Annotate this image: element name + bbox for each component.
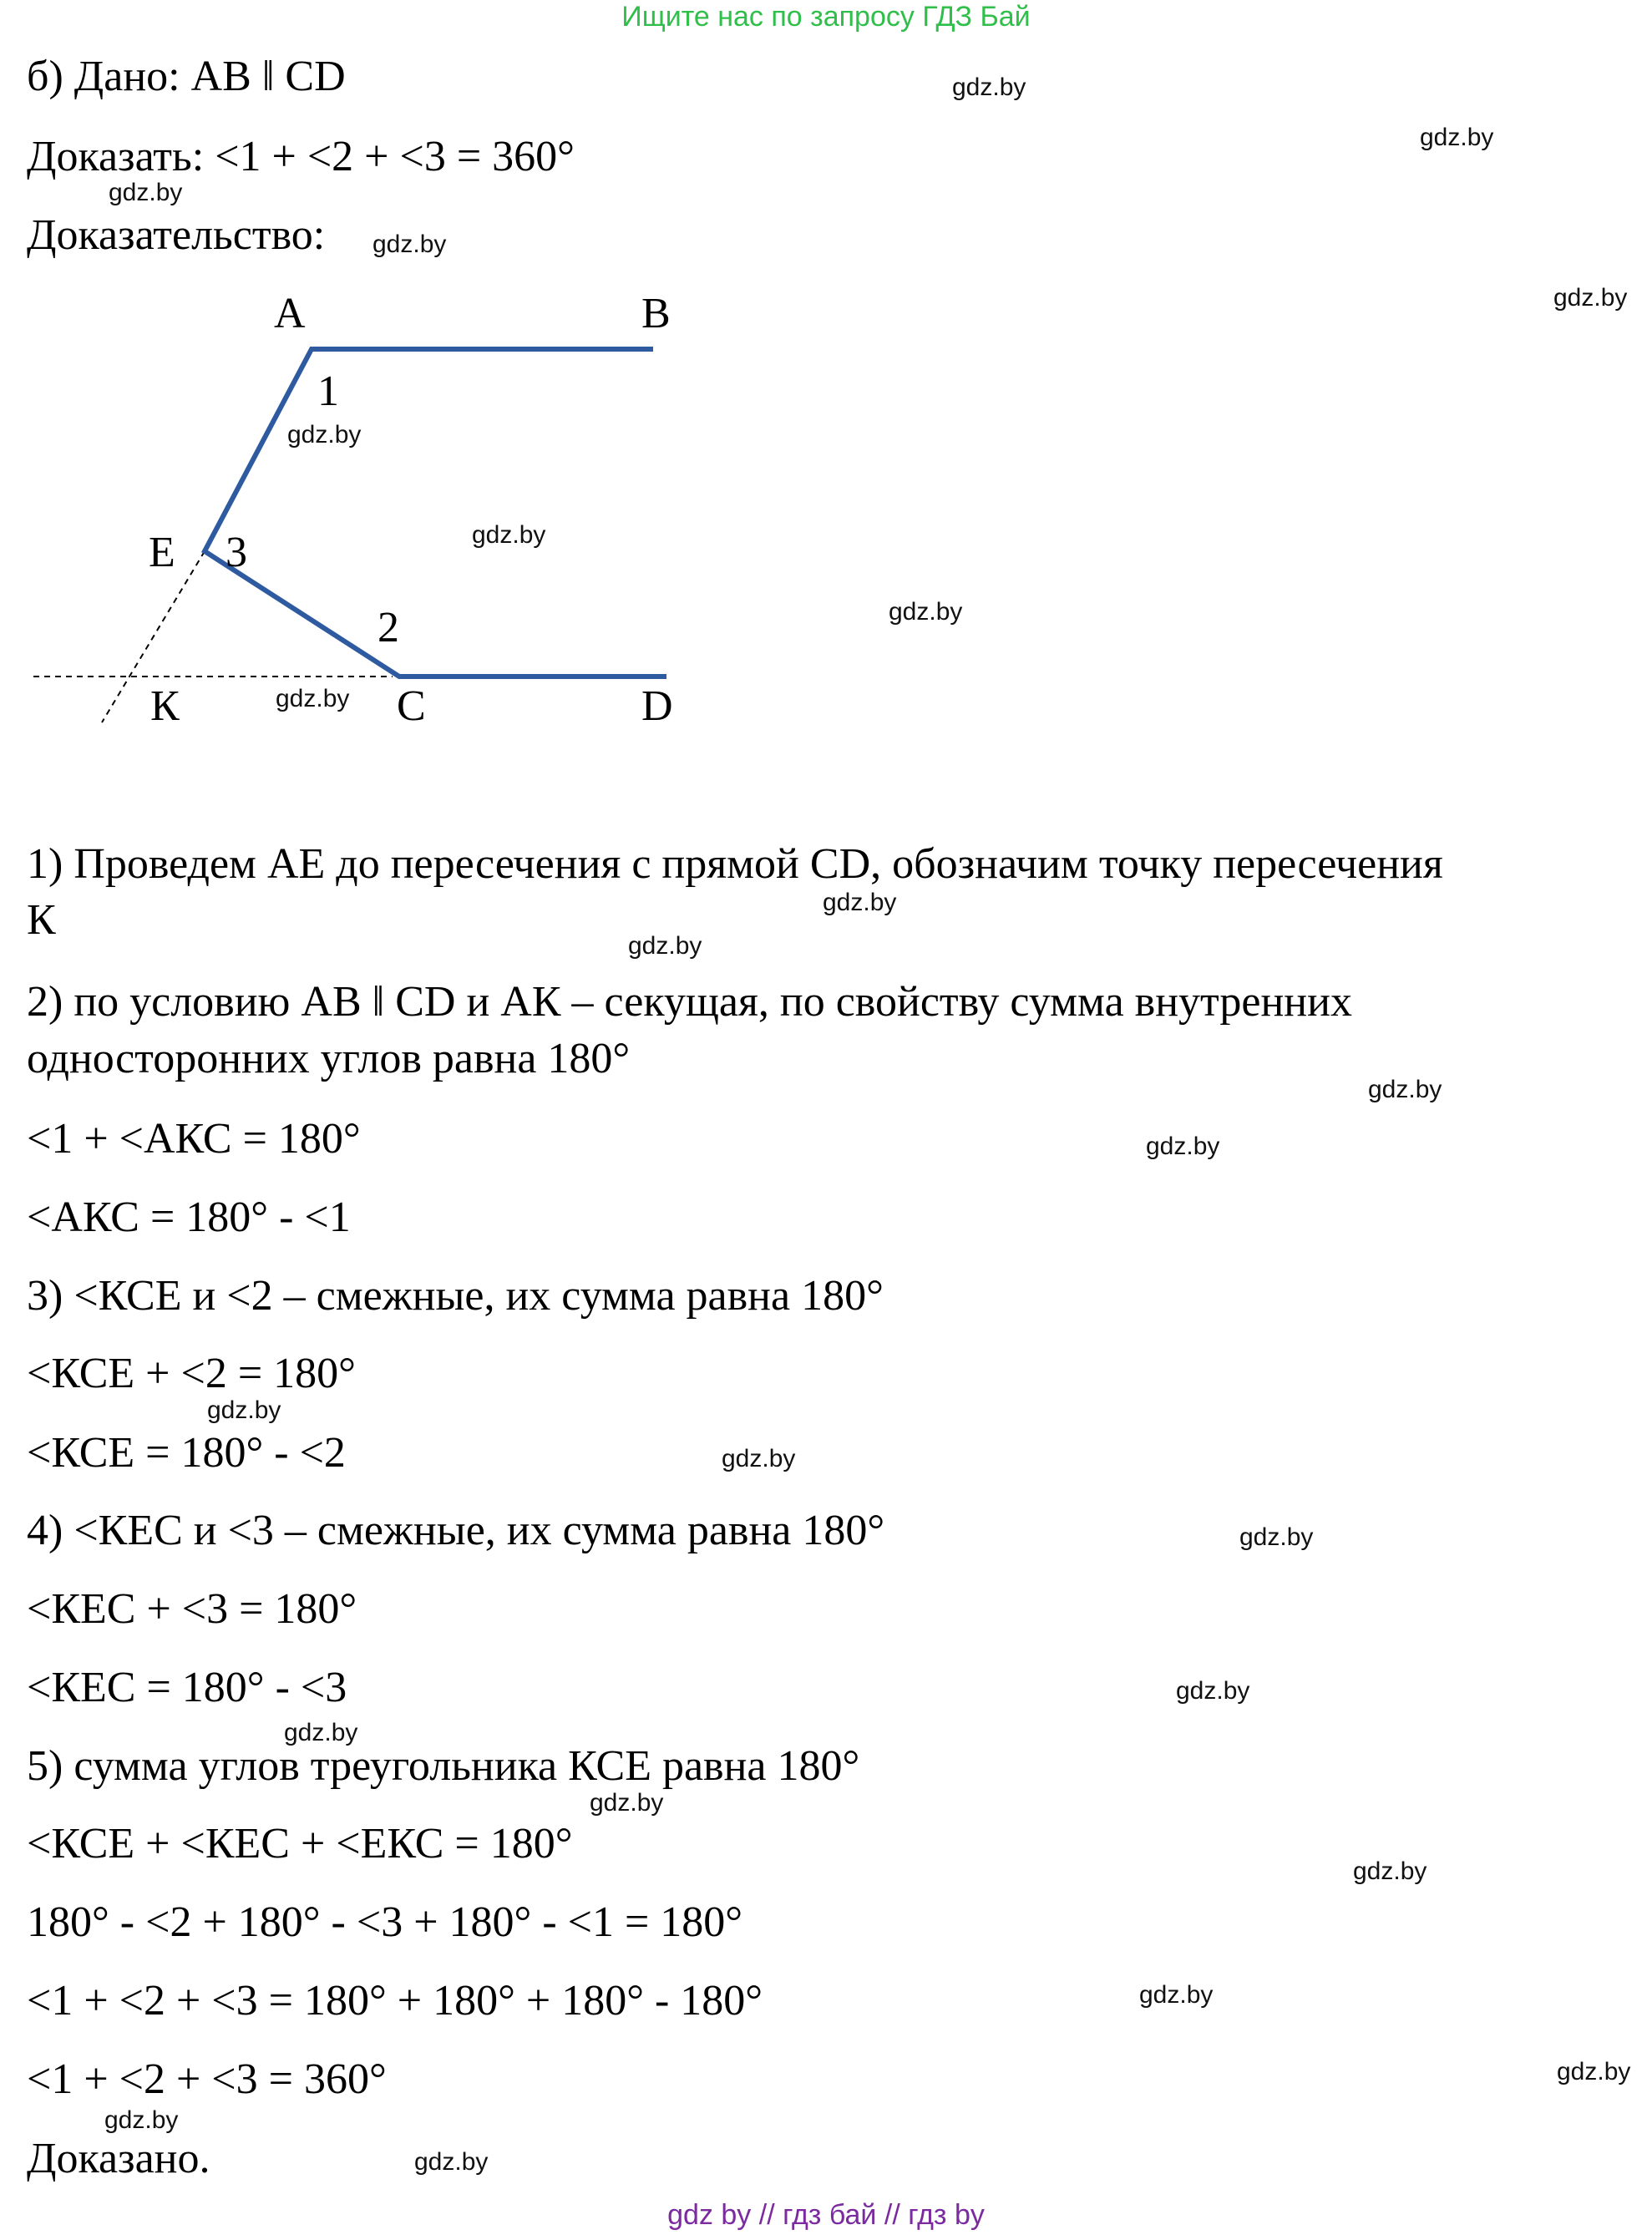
proof-heading: Доказательство:: [27, 211, 326, 259]
step-line-5: <1 + <АКС = 180°: [27, 1115, 361, 1163]
watermark: gdz.by: [287, 421, 362, 449]
watermark: gdz.by: [284, 1719, 358, 1746]
step-line-14: <КСЕ + <КЕС + <ЕКС = 180°: [27, 1820, 573, 1868]
step-line-12: <КЕС = 180° - <3: [27, 1664, 347, 1711]
step-line-9: <КСЕ = 180° - <2: [27, 1429, 346, 1477]
watermark: gdz.by: [372, 231, 447, 258]
polyline-abecd: [205, 349, 666, 677]
step-line-1: 1) Проведем АЕ до пересечения с прямой СD, обозначим точку пересечения: [27, 840, 1443, 888]
step-line-18: Доказано.: [27, 2135, 210, 2182]
angle-label-2: 2: [378, 604, 399, 651]
watermark: gdz.by: [207, 1396, 281, 1424]
angle-label-3: 3: [226, 529, 247, 576]
watermark: gdz.by: [1176, 1677, 1250, 1705]
watermark: gdz.by: [104, 2106, 179, 2134]
given-line: б) Дано: АВ ǁ СD: [27, 53, 346, 100]
geometry-diagram: [25, 276, 693, 743]
point-label-e: Е: [149, 529, 175, 576]
step-line-11: <КЕС + <3 = 180°: [27, 1585, 357, 1633]
step-line-7: 3) <КСЕ и <2 – смежные, их сумма равна 180°: [27, 1272, 884, 1320]
watermark: gdz.by: [472, 521, 546, 549]
step-line-16: <1 + <2 + <3 = 180° + 180° + 180° - 180°: [27, 1977, 763, 2025]
watermark: gdz.by: [952, 73, 1026, 101]
step-line-2: К: [27, 896, 56, 944]
watermark: gdz.by: [590, 1789, 664, 1817]
point-label-a: А: [274, 290, 306, 337]
watermark: gdz.by: [1353, 1857, 1427, 1885]
watermark: gdz.by: [1368, 1076, 1442, 1103]
step-line-10: 4) <КЕС и <3 – смежные, их сумма равна 180°: [27, 1507, 885, 1554]
watermark: gdz.by: [1420, 124, 1494, 151]
step-line-6: <АКС = 180° - <1: [27, 1193, 351, 1241]
watermark: gdz.by: [889, 598, 963, 626]
point-label-b: В: [641, 290, 671, 337]
watermark: gdz.by: [1146, 1133, 1220, 1160]
watermark: gdz.by: [628, 932, 702, 960]
watermark: gdz.by: [722, 1445, 796, 1472]
step-line-13: 5) сумма углов треугольника КСЕ равна 180°: [27, 1742, 860, 1790]
point-label-d: D: [641, 682, 673, 730]
watermark: gdz.by: [823, 889, 897, 916]
prove-line: Доказать: <1 + <2 + <3 = 360°: [27, 133, 575, 180]
watermark: gdz.by: [1239, 1523, 1314, 1551]
watermark: gdz.by: [414, 2148, 489, 2176]
watermark: gdz.by: [276, 685, 350, 712]
watermark: gdz.by: [109, 179, 183, 206]
step-line-17: <1 + <2 + <3 = 360°: [27, 2055, 387, 2103]
point-label-k: К: [150, 682, 180, 730]
watermark: gdz.by: [1553, 284, 1628, 312]
step-line-15: 180° - <2 + 180° - <3 + 180° - <1 = 180°: [27, 1898, 743, 1946]
step-line-4: односторонних углов равна 180°: [27, 1035, 631, 1082]
step-line-3: 2) по условию АВ ǁ СD и АК – секущая, по свойству сумма внутренних: [27, 978, 1352, 1026]
bottom-footer[interactable]: gdz by // гдз бай // гдз by: [667, 2199, 985, 2231]
top-banner[interactable]: Ищите нас по запросу ГДЗ Бай: [621, 1, 1031, 33]
step-line-8: <КСЕ + <2 = 180°: [27, 1350, 356, 1397]
watermark: gdz.by: [1139, 1981, 1214, 2009]
angle-label-1: 1: [317, 367, 339, 415]
point-label-c: С: [397, 682, 426, 730]
watermark: gdz.by: [1557, 2058, 1631, 2085]
